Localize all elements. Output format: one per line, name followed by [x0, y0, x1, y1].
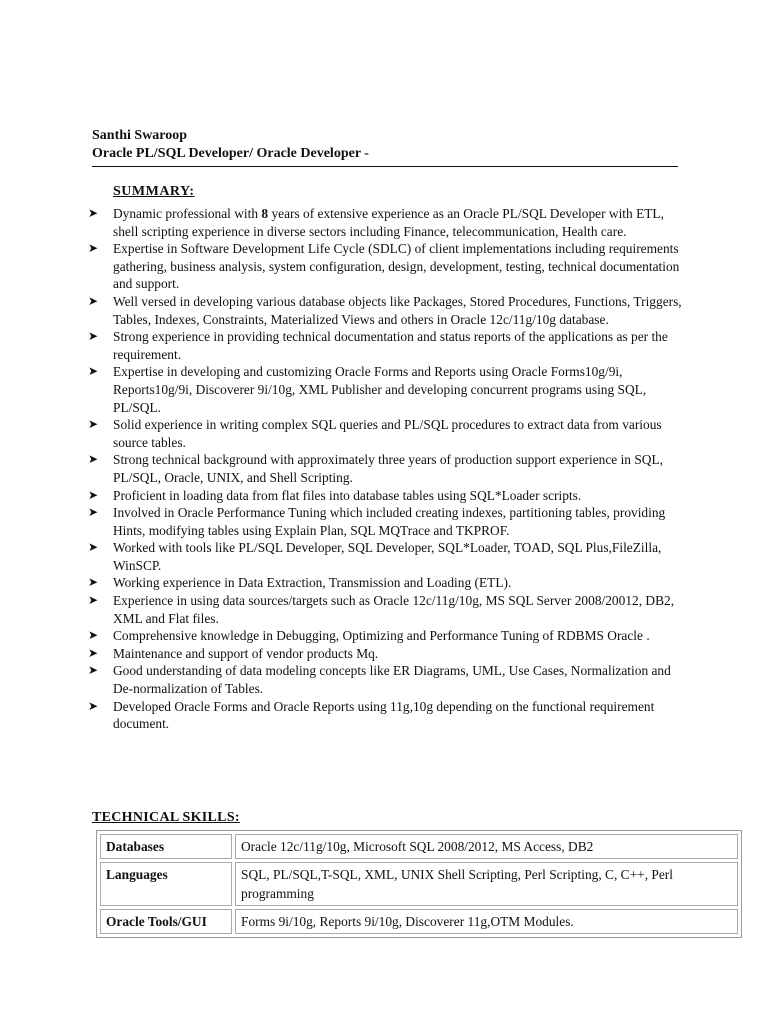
- summary-item: [88, 645, 688, 663]
- summary-item-text: Developed Oracle Forms and Oracle Reports using 11g,10g depending on the functional requirement document.: [113, 698, 655, 732]
- summary-item: [88, 539, 688, 574]
- arrow-bullet-icon: ➤: [88, 364, 99, 379]
- skills-row: [100, 834, 738, 859]
- arrow-bullet-icon: ➤: [88, 593, 99, 608]
- summary-item: [88, 698, 688, 733]
- summary-item-text: Well versed in developing various database objects like Packages, Stored Procedures, Functions, Triggers, Tables, Indexes, Constraints, Materialized Views and others in Oracle 12c/11g/10g database.: [113, 293, 682, 327]
- summary-list: [88, 205, 688, 733]
- arrow-bullet-icon: ➤: [88, 698, 99, 713]
- summary-item-text: Solid experience in writing complex SQL queries and PL/SQL procedures to extract data from various source tables.: [113, 417, 662, 450]
- arrow-bullet-icon: ➤: [88, 241, 99, 256]
- arrow-bullet-icon: ➤: [88, 206, 99, 220]
- summary-item-text: Dynamic professional with: [113, 206, 262, 221]
- summary-item-text: Working experience in Data Extraction, Transmission and Loading (ETL).: [113, 575, 512, 591]
- summary-item-text: Strong technical background with approximately three years of production support experience in SQL, PL/SQL, Oracle, UNIX, and Shell Scripting.: [113, 452, 663, 485]
- summary-item-text: Experience in using data sources/targets such as Oracle 12c/11g/10g, MS SQL Server 2008/20012, DB2, XML and Flat files.: [113, 593, 675, 626]
- arrow-bullet-icon: ➤: [88, 575, 99, 590]
- skills-value: Forms 9i/10g, Reports 9i/10g, Discoverer 11g,OTM Modules.: [235, 909, 738, 934]
- header-divider: [92, 166, 678, 167]
- skills-value: SQL, PL/SQL,T-SQL, XML, UNIX Shell Scripting, Perl Scripting, C, C++, Perl programming: [235, 862, 738, 906]
- arrow-bullet-icon: ➤: [88, 505, 99, 520]
- summary-item: [88, 662, 688, 697]
- arrow-bullet-icon: ➤: [88, 452, 99, 467]
- summary-item: [88, 487, 688, 505]
- summary-item-text: Expertise in developing and customizing Oracle Forms and Reports using Oracle Forms10g/9i, Reports10g/9i, Discoverer 9i/10g, XML Publisher and developing concurrent programs using SQL, PL/SQL.: [113, 364, 647, 415]
- summary-item: [88, 240, 688, 293]
- skills-value: Oracle 12c/11g/10g, Microsoft SQL 2008/2012, MS Access, DB2: [235, 834, 738, 859]
- summary-item: [88, 363, 688, 416]
- summary-item-text-continued: years of extensive experience as an Oracle PL/SQL Developer with ETL, shell scripting experience in diverse sectors including Finance, telecommunication, Health care.: [113, 206, 664, 239]
- summary-item: [88, 293, 688, 328]
- summary-item: [88, 328, 688, 363]
- summary-item-text: Strong experience in providing technical documentation and status reports of the applications as per the requirement.: [113, 329, 668, 362]
- arrow-bullet-icon: ➤: [88, 487, 99, 502]
- skills-category: Databases: [100, 834, 232, 859]
- summary-item-text: Proficient in loading data from flat files into database tables using SQL*Loader scripts.: [113, 487, 582, 503]
- arrow-bullet-icon: ➤: [88, 628, 99, 643]
- summary-item-text: Maintenance and support of vendor products Mq.: [113, 645, 379, 661]
- summary-item-text: Good understanding of data modeling concepts like ER Diagrams, UML, Use Cases, Normalization and De-normalization of Tables.: [113, 663, 671, 697]
- candidate-name: Santhi Swaroop: [92, 128, 188, 143]
- arrow-bullet-icon: ➤: [88, 645, 99, 660]
- technical-skills-table: [96, 830, 742, 938]
- arrow-bullet-icon: ➤: [88, 293, 99, 308]
- technical-skills-body: [100, 834, 738, 934]
- arrow-bullet-icon: ➤: [88, 417, 99, 432]
- summary-item-text: Worked with tools like PL/SQL Developer, SQL Developer, SQL*Loader, TOAD, SQL Plus,FileZilla, WinSCP.: [113, 540, 662, 573]
- skills-row: [100, 862, 738, 906]
- skills-category: Oracle Tools/GUI: [100, 909, 232, 934]
- job-title: Oracle PL/SQL Developer/ Oracle Developer -: [92, 146, 369, 161]
- summary-item-text: Comprehensive knowledge in Debugging, Optimizing and Performance Tuning of RDBMS Oracle .: [113, 628, 650, 644]
- summary-item: [88, 574, 688, 592]
- summary-item: [88, 504, 688, 539]
- resume-header: [92, 127, 682, 163]
- summary-item-text: Expertise in Software Development Life Cycle (SDLC) of client implementations including requirements gathering, business analysis, system configuration, design, development, testing, technical documentation and support.: [113, 241, 680, 292]
- summary-item: [88, 627, 688, 645]
- skills-row: [100, 909, 738, 934]
- arrow-bullet-icon: ➤: [88, 663, 99, 678]
- summary-item: [88, 416, 688, 451]
- arrow-bullet-icon: ➤: [88, 329, 99, 344]
- summary-item-emphasis: 8: [261, 206, 269, 221]
- technical-skills-heading: TECHNICAL SKILLS:: [92, 810, 240, 825]
- summary-heading: SUMMARY:: [113, 184, 195, 199]
- arrow-bullet-icon: ➤: [88, 540, 99, 555]
- summary-item: [88, 205, 688, 240]
- summary-item: [88, 592, 688, 627]
- summary-item-text: Involved in Oracle Performance Tuning which included creating indexes, partitioning tables, providing Hints, modifying tables using Explain Plan, SQL MQTrace and TKPROF.: [113, 505, 666, 538]
- summary-item: [88, 451, 688, 486]
- skills-category: Languages: [100, 862, 232, 906]
